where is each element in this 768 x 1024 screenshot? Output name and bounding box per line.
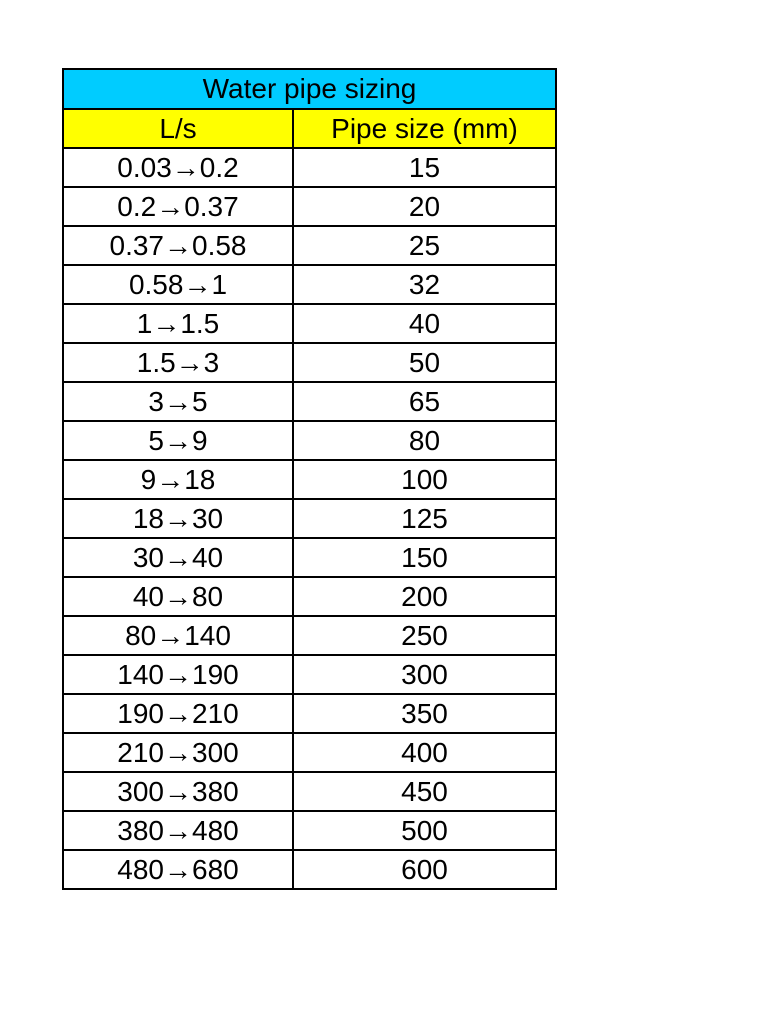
flow-rate-cell[interactable]: 80→140 — [63, 616, 293, 655]
header-pipe-size[interactable]: Pipe size (mm) — [293, 109, 556, 148]
pipe-size-cell[interactable]: 100 — [293, 460, 556, 499]
table-row — [63, 577, 556, 616]
table-row — [63, 343, 556, 382]
pipe-size-cell[interactable]: 65 — [293, 382, 556, 421]
flow-rate-cell[interactable]: 210→300 — [63, 733, 293, 772]
flow-rate-cell[interactable]: 0.37→0.58 — [63, 226, 293, 265]
table-row — [63, 226, 556, 265]
flow-rate-cell[interactable]: 5→9 — [63, 421, 293, 460]
flow-rate-cell[interactable]: 1→1.5 — [63, 304, 293, 343]
flow-rate-cell[interactable]: 190→210 — [63, 694, 293, 733]
table-row — [63, 811, 556, 850]
pipe-size-cell[interactable]: 600 — [293, 850, 556, 889]
pipe-size-cell[interactable]: 20 — [293, 187, 556, 226]
pipe-size-cell[interactable]: 25 — [293, 226, 556, 265]
table-row — [63, 733, 556, 772]
pipe-size-cell[interactable]: 250 — [293, 616, 556, 655]
pipe-size-cell[interactable]: 450 — [293, 772, 556, 811]
pipe-size-cell[interactable]: 50 — [293, 343, 556, 382]
spreadsheet-area — [62, 68, 555, 890]
table-row — [63, 655, 556, 694]
flow-rate-cell[interactable]: 0.03→0.2 — [63, 148, 293, 187]
pipe-size-cell[interactable]: 350 — [293, 694, 556, 733]
table-row — [63, 772, 556, 811]
table-row — [63, 187, 556, 226]
table-row — [63, 538, 556, 577]
pipe-size-cell[interactable]: 15 — [293, 148, 556, 187]
pipe-size-cell[interactable]: 400 — [293, 733, 556, 772]
pipe-size-cell[interactable]: 150 — [293, 538, 556, 577]
flow-rate-cell[interactable]: 18→30 — [63, 499, 293, 538]
pipe-size-cell[interactable]: 300 — [293, 655, 556, 694]
flow-rate-cell[interactable]: 0.58→1 — [63, 265, 293, 304]
table-title[interactable]: Water pipe sizing — [63, 69, 556, 109]
header-flow-rate[interactable]: L/s — [63, 109, 293, 148]
flow-rate-cell[interactable]: 3→5 — [63, 382, 293, 421]
flow-rate-cell[interactable]: 30→40 — [63, 538, 293, 577]
flow-rate-cell[interactable]: 0.2→0.37 — [63, 187, 293, 226]
table-row — [63, 616, 556, 655]
table-row — [63, 265, 556, 304]
flow-rate-cell[interactable]: 300→380 — [63, 772, 293, 811]
pipe-size-cell[interactable]: 32 — [293, 265, 556, 304]
pipe-size-cell[interactable]: 200 — [293, 577, 556, 616]
pipe-sizing-table — [62, 68, 557, 890]
table-row — [63, 694, 556, 733]
pipe-size-cell[interactable]: 40 — [293, 304, 556, 343]
flow-rate-cell[interactable]: 140→190 — [63, 655, 293, 694]
table-row — [63, 304, 556, 343]
table-row — [63, 460, 556, 499]
title-row — [63, 69, 556, 109]
table-row — [63, 499, 556, 538]
table-row — [63, 421, 556, 460]
flow-rate-cell[interactable]: 480→680 — [63, 850, 293, 889]
pipe-size-cell[interactable]: 125 — [293, 499, 556, 538]
table-row — [63, 148, 556, 187]
flow-rate-cell[interactable]: 1.5→3 — [63, 343, 293, 382]
table-row — [63, 382, 556, 421]
flow-rate-cell[interactable]: 380→480 — [63, 811, 293, 850]
header-row — [63, 109, 556, 148]
table-body — [63, 148, 556, 889]
flow-rate-cell[interactable]: 40→80 — [63, 577, 293, 616]
pipe-size-cell[interactable]: 80 — [293, 421, 556, 460]
flow-rate-cell[interactable]: 9→18 — [63, 460, 293, 499]
pipe-size-cell[interactable]: 500 — [293, 811, 556, 850]
table-row — [63, 850, 556, 889]
